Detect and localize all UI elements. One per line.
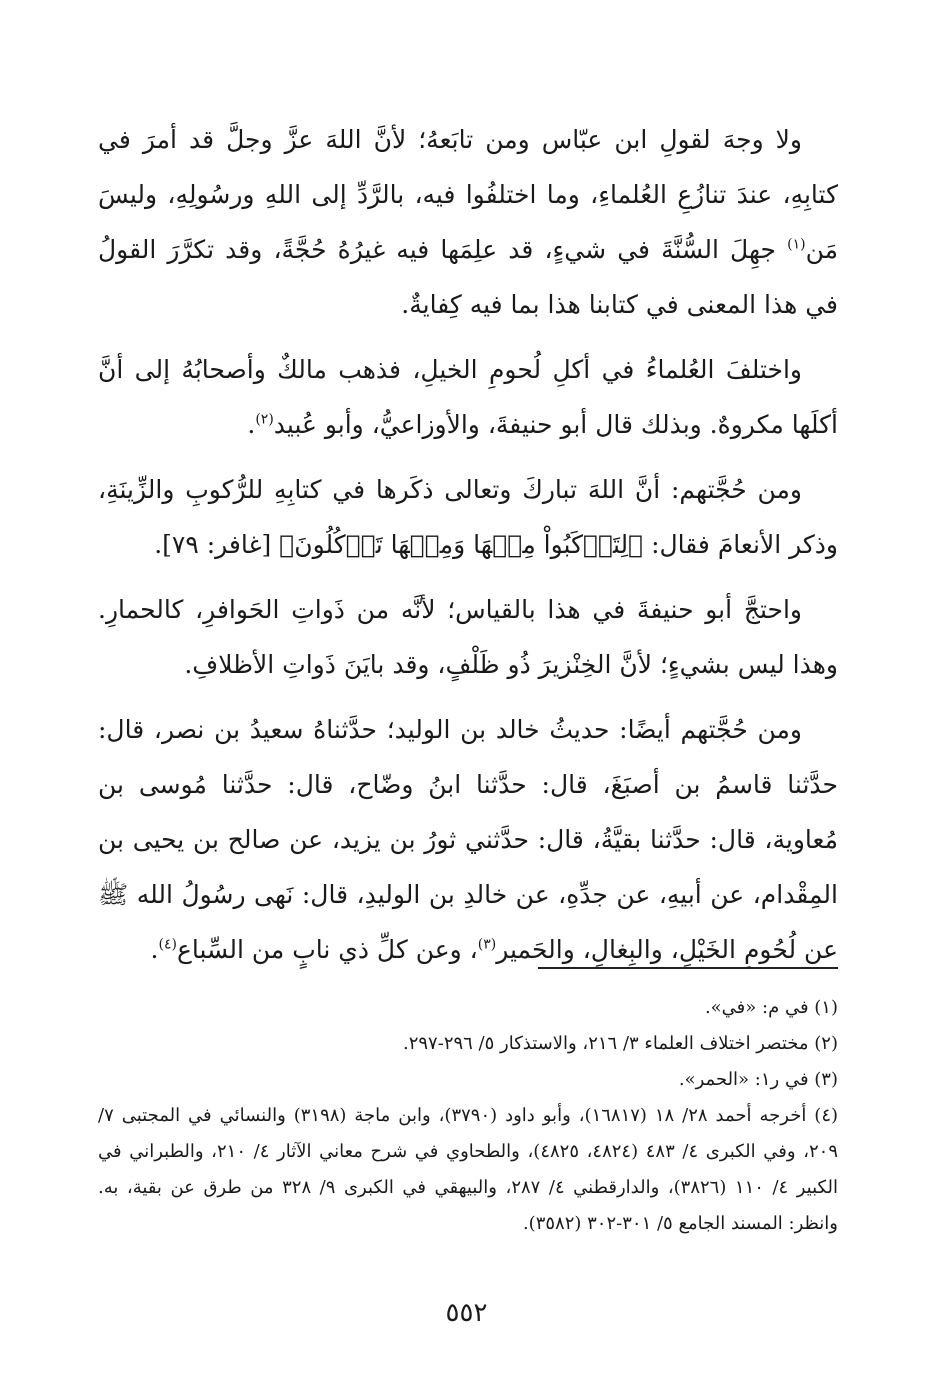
footnote-divider	[538, 967, 838, 969]
footnote-4: (٤) أخرجه أحمد ٢٨/ ١٨ (١٦٨١٧)، وأبو داود (٣٧٩٠)، وابن ماجة (٣١٩٨) والنسائي في المجتبى ٧/ ٢٠٩، وفي الكبرى ٤/ ٤٨٣ (٤٨٢٤، ٤٨٢٥)، والطحاوي في شرح معاني الآثار ٤/ ٢١٠، والطبراني في الكبير ٤/ ١١٠ (٣٨٢٦)، والدارقطني ٤/ ٢٨٧، والبيهقي في الكبرى ٩/ ٣٢٨ من طرق عن بقية، به. وانظر: المسند الجامع ٥/ ٣٠١-٣٠٢ (٣٥٨٢).	[98, 1105, 839, 1234]
footnotes	[98, 990, 838, 1242]
paragraph-text: ومن حُجَّتهم أيضًا: حديثُ خالد بن الوليد؛ حدَّثناهُ سعيدُ بن نصر، قال: حدَّثنا قاسمُ بن أصبَغَ، قال: حدَّثنا ابنُ وضّاح، قال: حدَّثنا مُوسى بن مُعاوية، قال: حدَّثنا بقيَّةُ، قال: حدَّثني ثورُ بن يزيد، عن صالح بن يحيى بن المِقْدام، عن أبيهِ، عن جدِّهِ، عن خالدِ بن الوليدِ، قال: نَهى رسُولُ الله ﷺ عن لُحُومِ الخَيْلِ، والبِغالِ، والحَمير	[98, 715, 838, 964]
footnote-ref-1: (١)	[787, 236, 806, 253]
paragraph-4	[98, 582, 838, 692]
paragraph-text: جهِلَ السُّنَّةَ في شيءٍ، قد علِمَها فيه غيرُهُ حُجَّةً، وقد تكرَّرَ القولُ في هذا المعنى في كتابنا هذا بما فيه كِفايةٌ.	[98, 235, 838, 319]
paragraph-5	[98, 702, 838, 977]
footnote-1: (١) في م: «في».	[704, 997, 838, 1018]
paragraph-text: .	[150, 935, 159, 964]
paragraph-2	[98, 342, 838, 452]
page-number: ٥٥٢	[445, 1298, 488, 1328]
paragraph-1	[98, 112, 838, 332]
footnote-3: (٣) في ر١: «الحمر».	[678, 1069, 838, 1090]
footnote-ref-3: (٣)	[477, 936, 497, 953]
footnote-ref-4: (٤)	[158, 936, 177, 953]
footnote-2: (٢) مختصر اختلاف العلماء ٣/ ٢١٦، والاستذكار ٥/ ٢٩٦-٢٩٧.	[402, 1033, 838, 1054]
footnote-ref-2: (٢)	[255, 411, 274, 428]
paragraph-text: ومن حُجَّتهم: أنَّ اللهَ تباركَ وتعالى ذكَرها في كتابِهِ للرُّكوبِ والزِّينَةِ، وذكر الأنعامَ فقال: ﴿لِتَرۡكَبُواْ مِنۡهَا وَمِنۡهَا تَأۡكُلُونَ﴾ [غافر: ٧٩].	[98, 475, 838, 559]
paragraph-text: .	[247, 410, 256, 439]
paragraph-text: ، وعن كلِّ ذي نابٍ من السِّباع	[176, 935, 478, 964]
paragraph-text: ولا وجهَ لقولِ ابن عبّاس ومن تابَعهُ؛ لأنَّ اللهَ عزَّ وجلَّ قد أمرَ في كتابِهِ، عندَ تنازُعِ العُلماءِ، وما اختلفُوا فيه، بالرَّدِّ إلى اللهِ ورسُولِهِ، وليسَ مَن	[98, 125, 838, 264]
paragraph-text: واختلفَ العُلماءُ في أكلِ لُحومِ الخيلِ، فذهب مالكٌ وأصحابُهُ إلى أنَّ أكلَها مكروهٌ. وبذلك قال أبو حنيفةَ، والأوزاعيُّ، وأبو عُبيد	[98, 355, 838, 439]
paragraph-text: واحتجَّ أبو حنيفةَ في هذا بالقياس؛ لأنَّه من ذَواتِ الحَوافرِ، كالحمارِ. وهذا ليس بشيءٍ؛ لأنَّ الخِنْزيرَ ذُو ظَلْفٍ، وقد بايَنَ ذَواتِ الأظلافِ.	[98, 595, 838, 679]
paragraph-3	[98, 462, 838, 572]
main-text	[98, 112, 838, 987]
